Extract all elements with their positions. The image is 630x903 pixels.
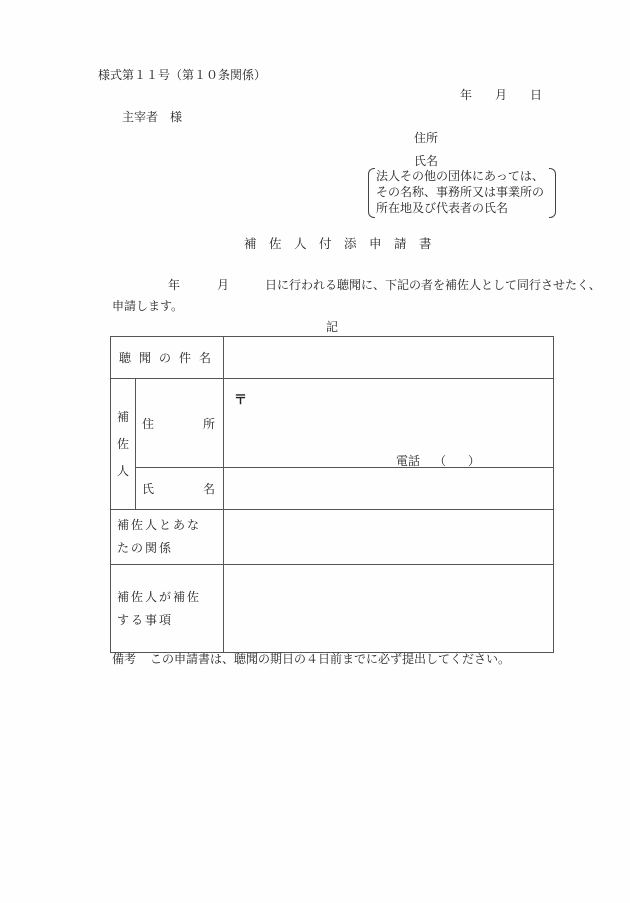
applicant-address-label: 住所 — [414, 131, 439, 145]
hearing-case-field[interactable] — [224, 337, 554, 379]
vertical-char: 佐 — [116, 436, 129, 451]
label-char: 氏 — [141, 482, 154, 496]
assistant-address-label — [135, 379, 223, 468]
assistant-name-field[interactable] — [224, 468, 554, 510]
paren-open: （ — [434, 454, 447, 468]
table-row — [111, 565, 554, 653]
body-year: 年 — [168, 278, 181, 292]
matters-label — [111, 565, 224, 653]
label-char: 住 — [141, 416, 154, 431]
label-char: 名 — [202, 482, 215, 496]
relation-label-text: 補佐人とあなたの関係 — [117, 518, 202, 555]
label-char: 所 — [202, 416, 215, 431]
hearing-case-label: 聴聞の件名 — [111, 337, 224, 379]
body-text: 日に行われる聴聞に、下記の者を補佐人として同行させたく、 — [265, 278, 601, 292]
addressee: 主宰者 様 — [122, 110, 183, 124]
table-row — [111, 468, 554, 510]
ki-heading: 記 — [326, 320, 339, 334]
vertical-char: 人 — [116, 463, 129, 478]
applicant-note — [368, 168, 554, 216]
date-month: 月 — [495, 88, 508, 102]
document-title: 補佐人付添申請書 — [244, 236, 445, 251]
phone-text: 電話 — [396, 454, 421, 468]
remarks — [112, 650, 510, 667]
application-table — [110, 336, 554, 653]
body-text-line1 — [168, 276, 601, 293]
bracket-left — [368, 168, 375, 218]
matters-label-text: 補佐人が補佐する事項 — [117, 589, 202, 627]
table-row — [111, 510, 554, 565]
body-text-line2: 申請します。 — [112, 299, 184, 313]
date-year: 年 — [460, 88, 473, 102]
remarks-text: この申請書は、聴聞の期日の４日前までに必ず提出してください。 — [150, 652, 511, 666]
vertical-char: 補 — [116, 409, 129, 424]
relation-field[interactable] — [224, 510, 554, 565]
table-row — [111, 337, 554, 379]
remarks-label: 備考 — [112, 652, 137, 666]
bracket-right — [549, 168, 556, 218]
date-day: 日 — [530, 88, 543, 102]
postal-mark-icon: 〒 — [234, 393, 248, 408]
applicant-name-label: 氏名 — [414, 154, 439, 168]
body-month: 月 — [217, 278, 230, 292]
table-row — [111, 379, 554, 468]
note-line: 法人その他の団体にあっては、 — [376, 169, 544, 183]
paren-close: ） — [468, 454, 481, 468]
form-number: 様式第１１号（第１０条関係） — [98, 68, 267, 82]
assistant-name-label — [135, 468, 223, 510]
relation-label — [111, 510, 224, 565]
matters-field[interactable] — [224, 565, 554, 653]
assistant-vertical-label — [111, 379, 136, 510]
phone-label — [396, 452, 480, 469]
note-line: その名称、事務所又は事業所の — [376, 185, 545, 199]
date-line — [460, 86, 542, 103]
note-line: 所在地及び代表者の氏名 — [376, 201, 509, 215]
assistant-address-field[interactable] — [224, 379, 554, 468]
